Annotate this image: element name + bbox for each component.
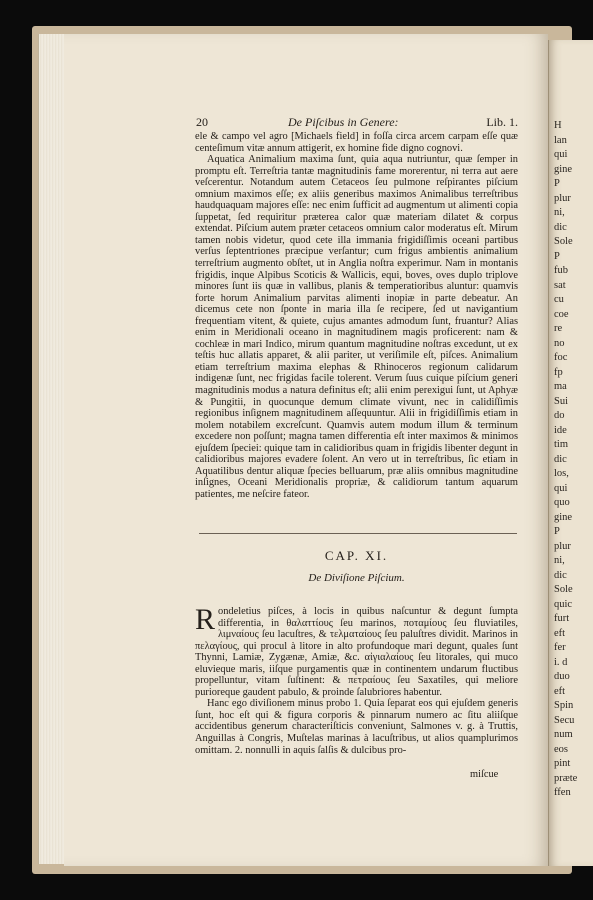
facing-page-fragment: ma: [554, 381, 567, 392]
facing-page-fragment: no: [554, 337, 565, 349]
running-title: De Piſcibus in Genere:: [288, 115, 399, 129]
paragraph-aquatica: Aquatica Animalium maxima ſunt, quia aqua nutriuntur, quæ ſemper in promptu eſt. Terreſtria tantæ magnitudinis fame morerentur, ni terra aut aere veſcerentur. Notandum autem Cetaceos ſeu pulmone reſpirantes piſcium omnium maximos eſſe; ex aliis generibus maximos Animalibus terreſtribus haudquaquam majores eſſe: nec enim ſufficit ad augmentum ut alimenti copia ſuppetat, ſed requiritur præterea calor quæ materiam dilatet & corpus extendat. Piſcium autem præter cetaceos omnium calor moderatus eſt. Mirum tamen nobis videtur, quod cete illa immania frigidiſſimis oceani partibus verſus ſeptentriones præcipue verſantur; cum frigus ambientis animalium terreſtrium augmento obſtet, ut in Anglia noſtra experimur. Nam in montanis frigidis, inque Alpibus Scoticis & Wallicis, equi, boves, oves duplo triplove minores ſunt iis quæ in vallibus, planis & temperatioribus aluntur: quamvis forte horum Animalium parvitas alimenti inopiæ in parte debeatur. An dicemus cete non ſponte in maria illa ſe recipere, ſed ut navigantium frequentiam vitent, & quiete, cujus amantes admodum ſunt, fruantur? Alias enim in Meridionali oceano in magnitudinem magis proficerent: nam & cochleæ in mari Indico, mirum quantum magnitudine noſtras excedunt, ut ex teſtis huc allatis apparet, & alii pariter, ut veriſimile eſt, piſces. Animalium etiam terreſtrium maxima elephas & Rhinoceros regionum calidarum indigenæ ſunt, nec frigidas facile tolerent. Verum ſuus cuique piſcium generi magnitudinis modus a natura definitus eſt; alii enim perexigui ſunt, ut Aphyæ & Pungitii, in quocunque demum climate vivunt, nec in calidiſſimis regionibus inſignem magnitudinem aſſequuntur. Alii in frigidiſſimis etiam in molem notabilem excreſcunt. Quamvis autem modum illum & terminum excedere non poſſunt; magna tamen differentia eſt inter maximos & minimos ejuſdem ſpeciei: quique tam in calidioribus quam in frigidis libenter degunt in calidioribus majores evadere ſolent. An vero ut in terreſtribus, ſic etiam in Aquatilibus dentur aliquæ ſpecies belluarum, præ aliis omnibus magnitudine inſignes, Oceani Meridionalis propriæ, & calidiorum tantum aquarum patientes, me neſcire fateor.: [195, 154, 518, 500]
chapter-text-block: [195, 603, 518, 756]
facing-page-fragment: qui: [554, 149, 568, 160]
facing-page-fragment: H: [554, 120, 562, 131]
chapter-paragraph-1-text: ondeletius piſces, à locis in quibus naſcuntur & degunt ſumpta differentia, in θαλαττίους ſeu marinos, ποταμίους ſeu fluviatiles, λιμναίους ſeu lacuſtres, & τελματαίους ſeu paluſtres dividit. Marinos in πελαγίους, qui procul à litore in alto profundoque mari degunt, quales ſunt Thynni, Lamiæ, Zygænæ, Amiæ, &c. αἰγιαλαίους ſeu litorales, qui muco eluvieque maris, iiſque purgamentis quæ in continentem undarum fluctibus propelluntur, vitam ſuſtinent: & πετραίους ſeu Saxatiles, qui meliore purioreque gaudent pabulo, & proinde ſalubriores habentur.: [195, 606, 518, 698]
body-text-block: [195, 131, 518, 501]
facing-page-fragment: los,: [554, 468, 569, 479]
facing-page-fragment: Sui: [554, 395, 569, 407]
facing-page-fragment: foc: [554, 352, 568, 363]
facing-page-fragment: Spin: [554, 700, 574, 711]
facing-page-fragment: coe: [554, 308, 569, 320]
facing-page-fragment: i. d: [554, 656, 568, 668]
facing-page-fragment: re: [554, 323, 563, 334]
facing-page: [548, 40, 593, 866]
chapter-paragraph-1: [195, 603, 518, 698]
chapter-paragraph-2: Hanc ego diviſionem minus probo 1. Quia ſeparat eos qui ejuſdem generis ſunt, hoc eſt qui & figura corporis & pinnarum numero ac ſitu aliiſque accidentibus generum characteriſticis conveniunt, Salmones v. g. à Truttis, Anguillas à Congris, Muſtelas marinas à lacuſtribus, ut alios quamplurimos omittam. 2. nonnulli in aquis ſalſis & dulcibus pro-: [195, 698, 518, 756]
facing-page-fragment: dic: [554, 221, 567, 233]
facing-page-fragment: ni,: [554, 555, 565, 566]
facing-page-fragment: eft: [554, 685, 566, 697]
facing-page-fragment: P: [554, 250, 560, 262]
facing-page-fragment: dic: [554, 453, 567, 465]
facing-page-fragment: fer: [554, 642, 566, 653]
facing-page-fragment: cu: [554, 294, 564, 305]
facing-page-fragment: duo: [554, 671, 570, 682]
facing-page-fragment: ni,: [554, 207, 565, 218]
facing-page-fragment: pint: [554, 758, 571, 769]
facing-page-fragment: ffen: [554, 787, 571, 798]
facing-page-fragment: Secu: [554, 714, 575, 726]
facing-page-fragment: furt: [554, 613, 570, 624]
facing-page-fragment: quo: [554, 497, 570, 508]
facing-page-fragment: gine: [554, 511, 573, 523]
facing-page-fragment: quic: [554, 598, 573, 610]
facing-page-fragment: Sole: [554, 584, 573, 595]
section-rule: [199, 533, 517, 534]
facing-page-fragment: num: [554, 729, 573, 740]
facing-page-fragment: fub: [554, 265, 568, 276]
facing-page-fragment: sat: [554, 279, 566, 291]
facing-page-fragment: eos: [554, 743, 568, 755]
facing-page-fragment: fp: [554, 366, 563, 378]
chapter-title: CAP. XI.: [324, 548, 389, 563]
page-header: [196, 115, 518, 129]
facing-page-fragment: do: [554, 410, 565, 421]
facing-page-fragment: dic: [554, 569, 567, 581]
facing-page-fragment: gine: [554, 163, 573, 175]
drop-cap: R: [195, 603, 216, 636]
facing-page-fragment: ide: [554, 424, 567, 436]
facing-page-fragment: P: [554, 526, 560, 537]
facing-page-fragment: plur: [554, 540, 571, 552]
facing-page-fragment: P: [554, 178, 560, 189]
page-number: 20: [196, 115, 208, 129]
facing-page-fragment: qui: [554, 482, 568, 494]
paragraph-continuation: ele & campo vel agro [Michaels field] in foſſa circa arcem carpam eſſe quæ centeſimum vitæ annum attigerit, ex homine fide digno cognovi.: [195, 131, 518, 154]
facing-page-fragment: Sole: [554, 236, 573, 247]
catchword: miſcue: [470, 769, 499, 780]
chapter-subtitle: De Diviſione Piſcium.: [308, 572, 405, 584]
facing-page-fragment: lan: [554, 134, 567, 146]
facing-page-fragment: plur: [554, 192, 571, 204]
book-number: Lib. 1.: [486, 115, 518, 129]
facing-page-fragment: eft: [554, 627, 566, 639]
facing-page-fragment: tim: [554, 439, 569, 450]
facing-page-fragment: præte: [554, 772, 578, 784]
